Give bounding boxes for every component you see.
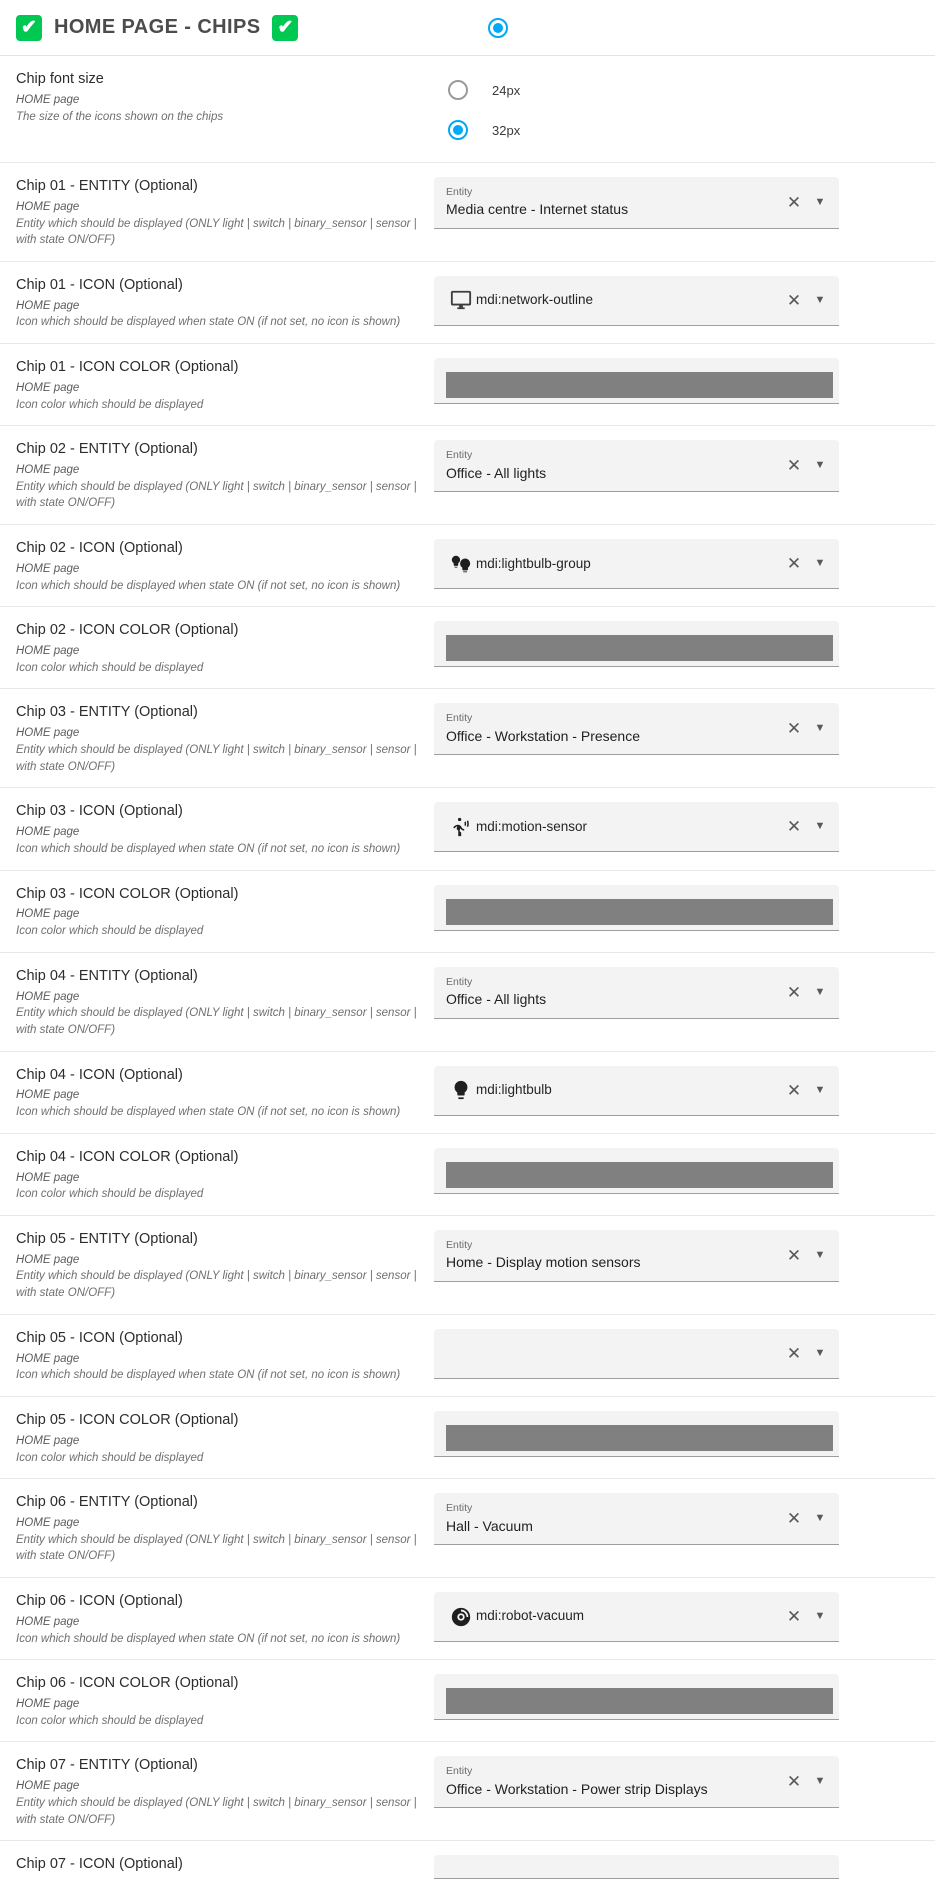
field-label: Entity [446, 1766, 473, 1778]
row-label-group [16, 537, 434, 594]
row-chip-06-entity [0, 1479, 935, 1578]
setting-label: Chip 04 - ICON COLOR (Optional) [16, 1148, 239, 1165]
row-control-group [434, 800, 919, 852]
page-header [0, 0, 935, 56]
header-radio[interactable] [488, 18, 508, 38]
setting-description: Icon color which should be displayed [16, 1451, 204, 1464]
setting-label: Chip 06 - ICON COLOR (Optional) [16, 1675, 239, 1692]
clear-icon[interactable]: ✕ [786, 982, 802, 1002]
field-value: mdi:network-outline [476, 292, 594, 308]
row-label-group [16, 1672, 434, 1729]
row-control-group [434, 965, 919, 1019]
checkmark-icon: ✔ [21, 17, 37, 38]
row-label-group [16, 1327, 434, 1384]
row-control-group [434, 1228, 919, 1282]
icon-field-text [476, 556, 781, 572]
clear-icon[interactable]: ✕ [786, 719, 802, 739]
row-control-group [434, 356, 919, 404]
chevron-down-icon[interactable]: ▼ [814, 820, 826, 833]
checkmark-icon: ✔ [277, 17, 294, 38]
field-value: Office - All lights [446, 464, 547, 481]
row-chip-05-icon [0, 1315, 935, 1397]
icon-field-chip-02[interactable] [434, 539, 839, 589]
setting-description: Entity which should be displayed (ONLY light | switch | binary_sensor | sensor | with state ON/OFF) [16, 1796, 417, 1826]
setting-label: Chip 05 - ENTITY (Optional) [16, 1230, 198, 1247]
setting-page: HOME page [16, 1089, 80, 1102]
row-control-group [434, 1146, 919, 1194]
chevron-down-icon[interactable]: ▼ [814, 1248, 826, 1261]
row-control-group [434, 1409, 919, 1457]
clear-icon[interactable]: ✕ [786, 290, 802, 310]
color-swatch[interactable] [446, 1688, 833, 1714]
row-control-group [434, 701, 919, 755]
clear-icon[interactable]: ✕ [786, 1245, 802, 1265]
entity-field-text [446, 1240, 781, 1271]
row-label-group [16, 883, 434, 940]
header-checkbox-left[interactable] [16, 15, 42, 41]
row-label-group [16, 274, 434, 331]
color-field-chip-06[interactable] [434, 1674, 839, 1720]
row-label-group [16, 619, 434, 676]
row-control-group [434, 1491, 919, 1545]
monitor-icon [446, 289, 476, 311]
setting-description: Icon which should be displayed when state ON (if not set, no icon is shown) [16, 1632, 401, 1645]
row-chip-03-entity [0, 689, 935, 788]
entity-field-chip-02[interactable] [434, 440, 839, 492]
chevron-down-icon[interactable]: ▼ [814, 196, 826, 208]
row-control-group [434, 1672, 919, 1720]
setting-label: Chip 04 - ENTITY (Optional) [16, 967, 198, 984]
entity-field-chip-06[interactable] [434, 1493, 839, 1545]
setting-label: Chip 03 - ICON (Optional) [16, 803, 183, 820]
row-control-group [434, 619, 919, 667]
row-control-group [434, 1754, 919, 1808]
setting-description: Entity which should be displayed (ONLY light | switch | binary_sensor | sensor | with state ON/OFF) [16, 1270, 417, 1300]
row-control-group [434, 175, 919, 229]
clear-icon[interactable]: ✕ [786, 1343, 802, 1363]
setting-description: Icon which should be displayed when state ON (if not set, no icon is shown) [16, 1369, 401, 1382]
color-field-chip-02[interactable] [434, 621, 839, 667]
row-label-group [16, 68, 434, 125]
row-control-group [434, 1853, 919, 1879]
field-value: Office - Workstation - Presence [446, 727, 640, 744]
setting-description: Icon which should be displayed when state ON (if not set, no icon is shown) [16, 316, 401, 329]
row-chip-02-icon [0, 525, 935, 607]
clear-icon[interactable]: ✕ [786, 1607, 802, 1627]
header-checkbox-right[interactable] [272, 15, 298, 41]
setting-label: Chip 01 - ENTITY (Optional) [16, 178, 198, 194]
setting-page: HOME page [16, 908, 80, 921]
entity-field-chip-01[interactable] [434, 177, 839, 229]
row-control-group [434, 883, 919, 931]
row-label-group [16, 1491, 434, 1565]
row-chip-03-icon [0, 788, 935, 870]
row-control-group [434, 1327, 919, 1379]
field-label: Entity [446, 450, 473, 462]
chevron-down-icon[interactable]: ▼ [814, 985, 826, 998]
chevron-down-icon[interactable]: ▼ [814, 557, 826, 570]
robot-vacuum-icon [446, 1606, 476, 1628]
row-chip-02-icon-color [0, 607, 935, 689]
clear-icon[interactable]: ✕ [786, 1509, 802, 1529]
row-label-group [16, 965, 434, 1039]
radio-24px-label: 24px [492, 82, 521, 98]
chevron-down-icon[interactable]: ▼ [814, 459, 826, 472]
setting-page: HOME page [16, 645, 80, 658]
setting-page: HOME page [16, 1615, 80, 1628]
row-control-group [434, 68, 919, 150]
header-title-group [16, 15, 476, 41]
clear-icon[interactable]: ✕ [786, 1080, 802, 1100]
row-control-group [434, 1064, 919, 1116]
field-label: Entity [446, 1503, 473, 1514]
field-value: Home - Display motion sensors [446, 1254, 641, 1271]
row-control-group [434, 537, 919, 589]
setting-page: HOME page [16, 93, 80, 106]
chevron-down-icon[interactable]: ▼ [814, 1346, 826, 1359]
row-label-group [16, 1590, 434, 1647]
chevron-down-icon[interactable]: ▼ [814, 1610, 826, 1623]
icon-field-chip-06[interactable] [434, 1592, 839, 1642]
clear-icon[interactable]: ✕ [786, 1772, 802, 1792]
row-chip-03-icon-color [0, 871, 935, 953]
row-label-group [16, 438, 434, 512]
field-label: Entity [446, 186, 473, 198]
setting-page: HOME page [16, 990, 80, 1003]
setting-label: Chip 01 - ICON COLOR (Optional) [16, 359, 239, 376]
setting-label: Chip 01 - ICON (Optional) [16, 276, 183, 293]
radio-option-24px[interactable] [434, 70, 919, 110]
row-chip-02-entity [0, 426, 935, 525]
setting-description: Entity which should be displayed (ONLY light | switch | binary_sensor | sensor | with state ON/OFF) [16, 1533, 417, 1563]
color-field-chip-01[interactable] [434, 358, 839, 404]
setting-page: HOME page [16, 1434, 80, 1447]
color-swatch[interactable] [446, 899, 833, 925]
lightbulb-group-icon [446, 553, 476, 575]
field-value: Office - Workstation - Power strip Displays [446, 1780, 708, 1797]
entity-field-text [446, 450, 781, 481]
field-value: Office - All lights [446, 991, 547, 1008]
row-label-group [16, 1064, 434, 1121]
entity-field-chip-04[interactable] [434, 967, 839, 1019]
icon-field-text [476, 1608, 781, 1624]
field-label: Entity [446, 976, 473, 988]
setting-description: Entity which should be displayed (ONLY light | switch | binary_sensor | sensor | with state ON/OFF) [16, 1007, 417, 1036]
setting-label: Chip 06 - ICON (Optional) [16, 1593, 183, 1610]
clear-icon[interactable]: ✕ [786, 193, 802, 212]
setting-description: Icon which should be displayed when state ON (if not set, no icon is shown) [16, 1106, 401, 1119]
setting-label: Chip 03 - ENTITY (Optional) [16, 704, 198, 721]
setting-description: Icon color which should be displayed [16, 1714, 204, 1727]
row-label-group [16, 1228, 434, 1302]
color-field-chip-04[interactable] [434, 1148, 839, 1194]
entity-field-chip-07[interactable] [434, 1756, 839, 1808]
color-swatch[interactable] [446, 372, 833, 398]
setting-page: HOME page [16, 299, 80, 312]
entity-field-text [446, 1766, 781, 1797]
setting-label: Chip 07 - ICON (Optional) [16, 1856, 183, 1873]
row-chip-01-entity [0, 163, 935, 262]
chevron-down-icon[interactable]: ▼ [814, 1083, 826, 1096]
field-value: mdi:lightbulb-group [476, 555, 591, 571]
clear-icon[interactable]: ✕ [786, 817, 802, 837]
color-swatch[interactable] [446, 1425, 833, 1451]
row-control-group [434, 274, 919, 326]
row-chip-01-icon [0, 262, 935, 344]
setting-label: Chip font size [16, 71, 104, 87]
setting-description: Icon color which should be displayed [16, 1188, 204, 1201]
setting-label: Chip 07 - ENTITY (Optional) [16, 1757, 198, 1774]
setting-label: Chip 04 - ICON (Optional) [16, 1066, 183, 1083]
chevron-down-icon[interactable]: ▼ [814, 1512, 826, 1525]
icon-field-chip-03[interactable] [434, 802, 839, 852]
row-label-group [16, 1754, 434, 1828]
field-label: Entity [446, 713, 473, 725]
row-chip-font-size [0, 56, 935, 163]
entity-field-text [446, 1503, 781, 1534]
row-chip-05-entity [0, 1216, 935, 1315]
entity-field-text [446, 977, 781, 1008]
radio-24px[interactable] [448, 80, 468, 100]
lightbulb-icon [446, 1079, 476, 1101]
icon-field-chip-07[interactable] [434, 1855, 839, 1879]
setting-page: HOME page [16, 1698, 80, 1711]
row-chip-06-icon-color [0, 1660, 935, 1742]
row-label-group [16, 356, 434, 413]
field-value: mdi:robot-vacuum [476, 1608, 585, 1624]
color-field-chip-05[interactable] [434, 1411, 839, 1457]
entity-field-text [446, 187, 781, 218]
color-field-chip-03[interactable] [434, 885, 839, 931]
row-chip-06-icon [0, 1578, 935, 1660]
row-label-group [16, 1146, 434, 1203]
entity-field-chip-05[interactable] [434, 1230, 839, 1282]
page-title: HOME PAGE - CHIPS [54, 16, 261, 38]
row-chip-07-entity [0, 1742, 935, 1841]
radio-option-32px[interactable] [434, 110, 919, 150]
row-chip-04-icon-color [0, 1134, 935, 1216]
setting-description: Icon which should be displayed when state ON (if not set, no icon is shown) [16, 579, 401, 592]
setting-page: HOME page [16, 200, 80, 213]
setting-description: Entity which should be displayed (ONLY light | switch | binary_sensor | sensor | with state ON/OFF) [16, 743, 417, 773]
field-value: Media centre - Internet status [446, 201, 629, 218]
color-swatch[interactable] [446, 635, 833, 661]
setting-description: Icon which should be displayed when state ON (if not set, no icon is shown) [16, 842, 401, 855]
radio-32px[interactable] [448, 120, 468, 140]
setting-description: The size of the icons shown on the chips [16, 110, 224, 123]
field-value: mdi:motion-sensor [476, 818, 588, 834]
row-chip-01-icon-color [0, 344, 935, 426]
radio-32px-label: 32px [492, 122, 521, 138]
entity-field-chip-03[interactable] [434, 703, 839, 755]
setting-description: Icon color which should be displayed [16, 661, 204, 674]
setting-description: Entity which should be displayed (ONLY light | switch | binary_sensor | sensor | with state ON/OFF) [16, 217, 417, 247]
field-label: Entity [446, 1239, 473, 1251]
row-label-group [16, 1409, 434, 1466]
icon-field-text [476, 819, 781, 835]
setting-description: Icon color which should be displayed [16, 398, 204, 411]
row-label-group [16, 1853, 434, 1877]
setting-page: HOME page [16, 1780, 80, 1793]
icon-field-text [476, 292, 781, 308]
entity-field-text [446, 713, 781, 744]
setting-page: HOME page [16, 727, 80, 740]
setting-page: HOME page [16, 464, 80, 477]
row-control-group [434, 1590, 919, 1642]
setting-page: HOME page [16, 1517, 80, 1530]
row-chip-07-icon [0, 1841, 935, 1879]
icon-field-chip-01[interactable] [434, 276, 839, 326]
clear-icon[interactable]: ✕ [786, 554, 802, 574]
field-value: Hall - Vacuum [446, 1517, 533, 1534]
color-swatch[interactable] [446, 1162, 833, 1188]
row-chip-05-icon-color [0, 1397, 935, 1479]
setting-label: Chip 05 - ICON COLOR (Optional) [16, 1411, 239, 1428]
row-chip-04-icon [0, 1052, 935, 1134]
setting-page: HOME page [16, 1171, 80, 1184]
field-value: mdi:lightbulb [476, 1081, 552, 1097]
setting-label: Chip 05 - ICON (Optional) [16, 1329, 183, 1346]
icon-field-text [476, 1082, 781, 1098]
row-label-group [16, 175, 434, 249]
setting-label: Chip 02 - ICON (Optional) [16, 540, 183, 557]
setting-label: Chip 02 - ICON COLOR (Optional) [16, 622, 239, 639]
icon-field-chip-04[interactable] [434, 1066, 839, 1116]
chevron-down-icon[interactable]: ▼ [814, 722, 826, 735]
setting-label: Chip 03 - ICON COLOR (Optional) [16, 885, 239, 902]
chevron-down-icon[interactable]: ▼ [814, 293, 826, 306]
setting-label: Chip 06 - ENTITY (Optional) [16, 1494, 198, 1511]
chevron-down-icon[interactable]: ▼ [814, 1775, 826, 1788]
row-label-group [16, 800, 434, 857]
setting-page: HOME page [16, 1253, 80, 1266]
header-radio-group [476, 18, 508, 38]
clear-icon[interactable]: ✕ [786, 456, 802, 476]
icon-field-chip-05[interactable] [434, 1329, 839, 1379]
setting-page: HOME page [16, 826, 80, 839]
setting-page: HOME page [16, 1352, 80, 1365]
setting-description: Entity which should be displayed (ONLY light | switch | binary_sensor | sensor | with state ON/OFF) [16, 480, 417, 510]
motion-sensor-icon [446, 816, 476, 838]
setting-page: HOME page [16, 562, 80, 575]
row-label-group [16, 701, 434, 775]
row-control-group [434, 438, 919, 492]
setting-label: Chip 02 - ENTITY (Optional) [16, 441, 198, 458]
setting-description: Icon color which should be displayed [16, 925, 204, 938]
setting-page: HOME page [16, 381, 80, 394]
row-chip-04-entity [0, 953, 935, 1052]
